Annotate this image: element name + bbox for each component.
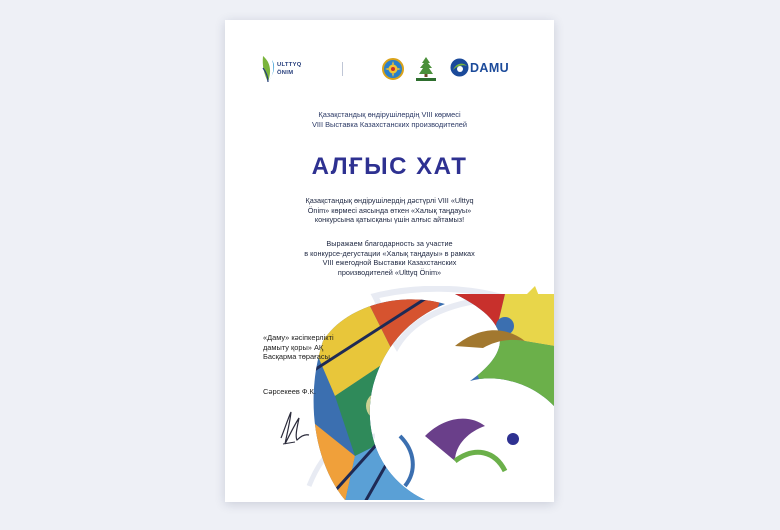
exhibition-heading-ru: VIII Выставка Казахстанских производителей (311, 120, 468, 129)
body-ru-line: Выражаем благодарность за участие (326, 239, 453, 248)
ulttyq-onim-logo (260, 54, 320, 88)
body-kz (245, 196, 534, 225)
body-ru-line: в конкурсе-дегустации «Халық таңдауы» в рамках (304, 248, 475, 258)
ulttyq-line1: ULTTYQ (277, 62, 302, 68)
body-ru (245, 239, 534, 278)
ulttyq-line2: ÖNIM (277, 69, 294, 76)
exhibition-heading-kz: Қазақстандық өндірушілердің VIII көрмесі (318, 110, 461, 119)
logo-divider (342, 62, 343, 76)
body-kz-line: конкурсына қатысқаны үшін алғыс айтамыз! (314, 215, 465, 225)
damu-logo (450, 58, 510, 82)
body-ru-line: VIII ежегодной Выставки Казахстанских (322, 258, 457, 268)
damu-emblem-icon (450, 58, 469, 77)
decorative-ornament (305, 286, 554, 502)
atameken-seal-icon (413, 55, 439, 88)
body-kz-line: Önim» көрмесі аясында өткен «Халық таңдауы» (307, 205, 472, 215)
kazakhstan-emblem-icon (382, 58, 404, 85)
certificate-sheet (225, 20, 554, 502)
handwritten-signature (275, 408, 315, 448)
damu-wordmark: DAMU (470, 61, 510, 75)
signer-line: дамыту қоры» АҚ (263, 342, 324, 352)
signer-block (263, 333, 334, 362)
page-title: АЛҒЫС ХАТ (311, 153, 468, 180)
body-kz-line: Қазақстандық өндірушілердің дәстүрлі VIII «Ulttyq (305, 196, 474, 205)
signer-line: Басқарма төрағасы (263, 352, 330, 362)
body-ru-line: производителей «Ulttyq Önim» (337, 268, 442, 278)
ulttyq-leaf-icon (260, 54, 278, 84)
signer-line: «Даму» кәсіпкерлікті (263, 333, 334, 342)
signer-name: Сәрсекеев Ф.К. (263, 387, 316, 396)
